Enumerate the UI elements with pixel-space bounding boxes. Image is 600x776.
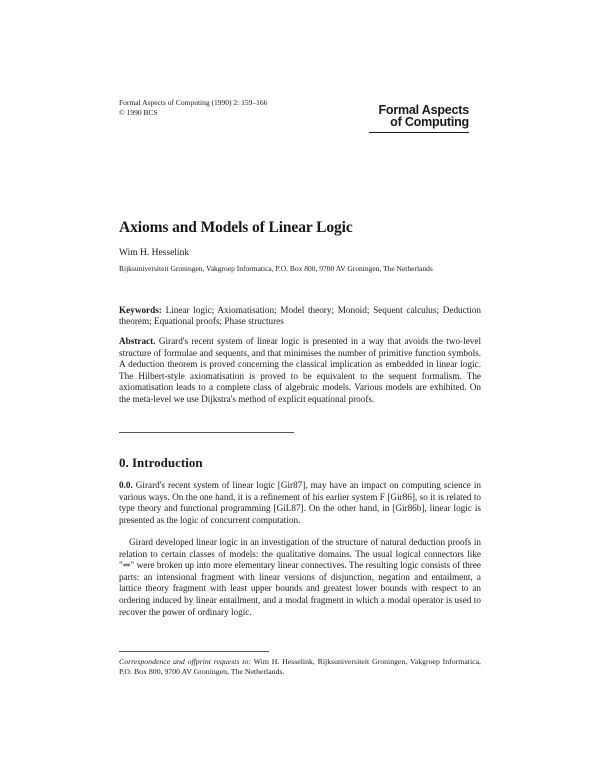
section-heading: 0. Introduction [119,455,203,470]
keywords-text: Linear logic; Axiomatisation; Model theory; Monoid; Sequent calculus; Deduction theorem; Equational proofs; Phase structures [119,305,482,327]
footnote-rule [119,651,269,652]
paragraph-1-text: Girard's recent system of linear logic [Gir87], may have an impact on computing science in various ways. On the one hand, it is a refinement of his earlier system F [Gir86], so it is related to type theory and functional programming [GiL87]. On the other hand, in [Gir86b], linear logic is presented as the logic of concurrent computation. [119,480,481,525]
abstract-end-rule [119,432,294,433]
brand-underline [369,132,469,133]
intro-paragraph-2 [119,537,481,618]
intro-paragraph-1 [119,480,481,526]
journal-citation: Formal Aspects of Computing (1990) 2: 159–166 [119,98,268,107]
article-author: Wim H. Hesselink [119,248,190,258]
journal-brand-line1: Formal Aspects [378,103,469,117]
abstract-text: Girard's recent system of linear logic is presented in a way that avoids the two-level structure of formulae and sequents, and that minimises the number of primitive function symbols. A deduction theorem is proved concerning the classical implication as embedded in linear logic. The Hilbert-style axiomatisation is proved to be equivalent to the sequent formalism. The axiomatisation leads to a complete class of algebraic models. Various models are exhibited. On the meta-level we use Dijkstra's method of explicit equational proofs. [119,336,482,404]
copyright-line: © 1990 BCS [119,107,158,117]
paragraph-2-text: Girard developed linear logic in an investigation of the structure of natural deduction proofs in relation to certain classes of models: the qualitative domains. The usual logical connectors like "⇒" were broken up into more elementary linear connectives. The resulting logic consists of three parts: an intensional fragment with linear versions of disjunction, negation and entailment, a lattice theory fragment with least upper bounds and greatest lower bounds with respect to an ordering induced by linear entailment, and a modal fragment in which a modal operator is used to recover the power of ordinary logic. [119,537,481,617]
journal-brand [369,104,469,133]
article-title: Axioms and Models of Linear Logic [119,219,353,236]
paragraph-number: 0.0. [119,480,133,490]
journal-reference [119,98,267,117]
correspondence-footnote [119,657,481,677]
keywords-label: Keywords: [119,305,162,315]
journal-brand-line2: of Computing [390,115,469,129]
abstract-block [119,336,481,406]
abstract-label: Abstract. [119,336,156,346]
keywords-block [119,305,481,328]
footnote-text: Wim H. Hesselink, Rijksuniversiteit Groningen, Vakgroep Informatica, P.O. Box 800, 9700 AV Groningen, The Netherlands. [119,657,481,676]
footnote-label: Correspondence and offprint requests to: [119,657,251,666]
author-affiliation: Rijksuniversiteit Groningen, Vakgroep Informatica, P.O. Box 800, 9700 AV Groningen, The Netherlands [119,264,433,273]
